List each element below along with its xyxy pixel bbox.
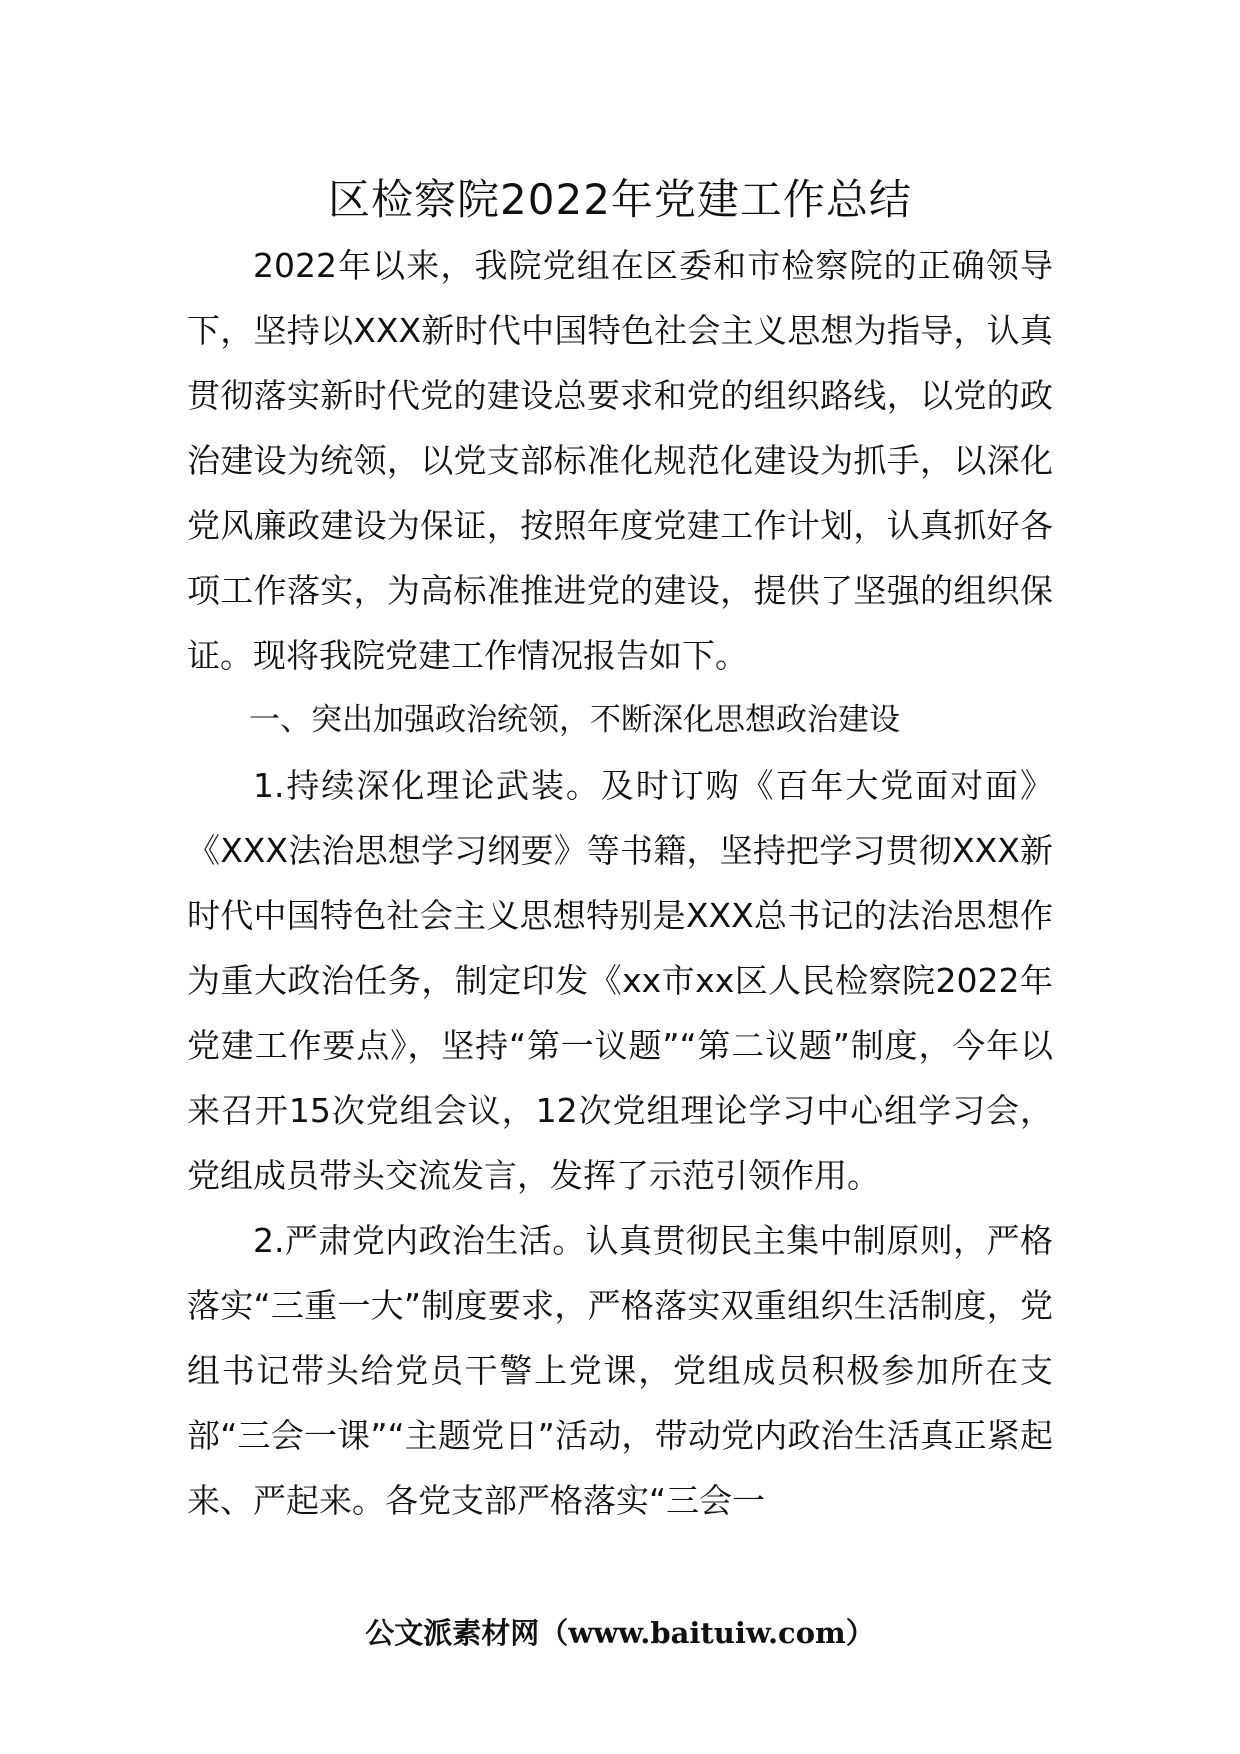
footer-watermark: 公文派素材网（www.baituiw.com） [365,1616,875,1650]
section-heading-1: 一、突出加强政治统领，不断深化思想政治建设 [249,702,900,738]
document-title: 区检察院2022年党建工作总结 [328,175,912,224]
paragraph-political-life: 2.严肃党内政治生活。认真贯彻民主集中制原则，严格落实“三重一大”制度要求，严格落实双重组织生活制度，党组书记带头给党员干警上党课，党组成员积极参加所在支部“三会一课”“主题党日”活动，带动党内政治生活真正紧起来、严起来。各党支部严格落实“三会一 [187,1221,1053,1520]
paragraph-theory-study: 1.持续深化理论武装。及时订购《百年大党面对面》《XXX法治思想学习纲要》等书籍，坚持把学习贯彻XXX新时代中国特色社会主义思想特别是XXX总书记的法治思想作为重大政治任务，制定印发《xx市xx区人民检察院2022年党建工作要点》，坚持“第一议题”“第二议题”制度，今年以来召开15次党组会议，12次党组理论学习中心组学习会，党组成员带头交流发言，发挥了示范引领作用。 [187,766,1053,1195]
document-body [187,233,1053,1533]
paragraph-intro: 2022年以来，我院党组在区委和市检察院的正确领导下，坚持以XXX新时代中国特色社会主义思想为指导，认真贯彻落实新时代党的建设总要求和党的组织路线，以党的政治建设为统领，以党支部标准化规范化建设为抓手，以深化党风廉政建设为保证，按照年度党建工作计划，认真抓好各项工作落实，为高标准推进党的建设，提供了坚强的组织保证。现将我院党建工作情况报告如下。 [187,246,1053,675]
